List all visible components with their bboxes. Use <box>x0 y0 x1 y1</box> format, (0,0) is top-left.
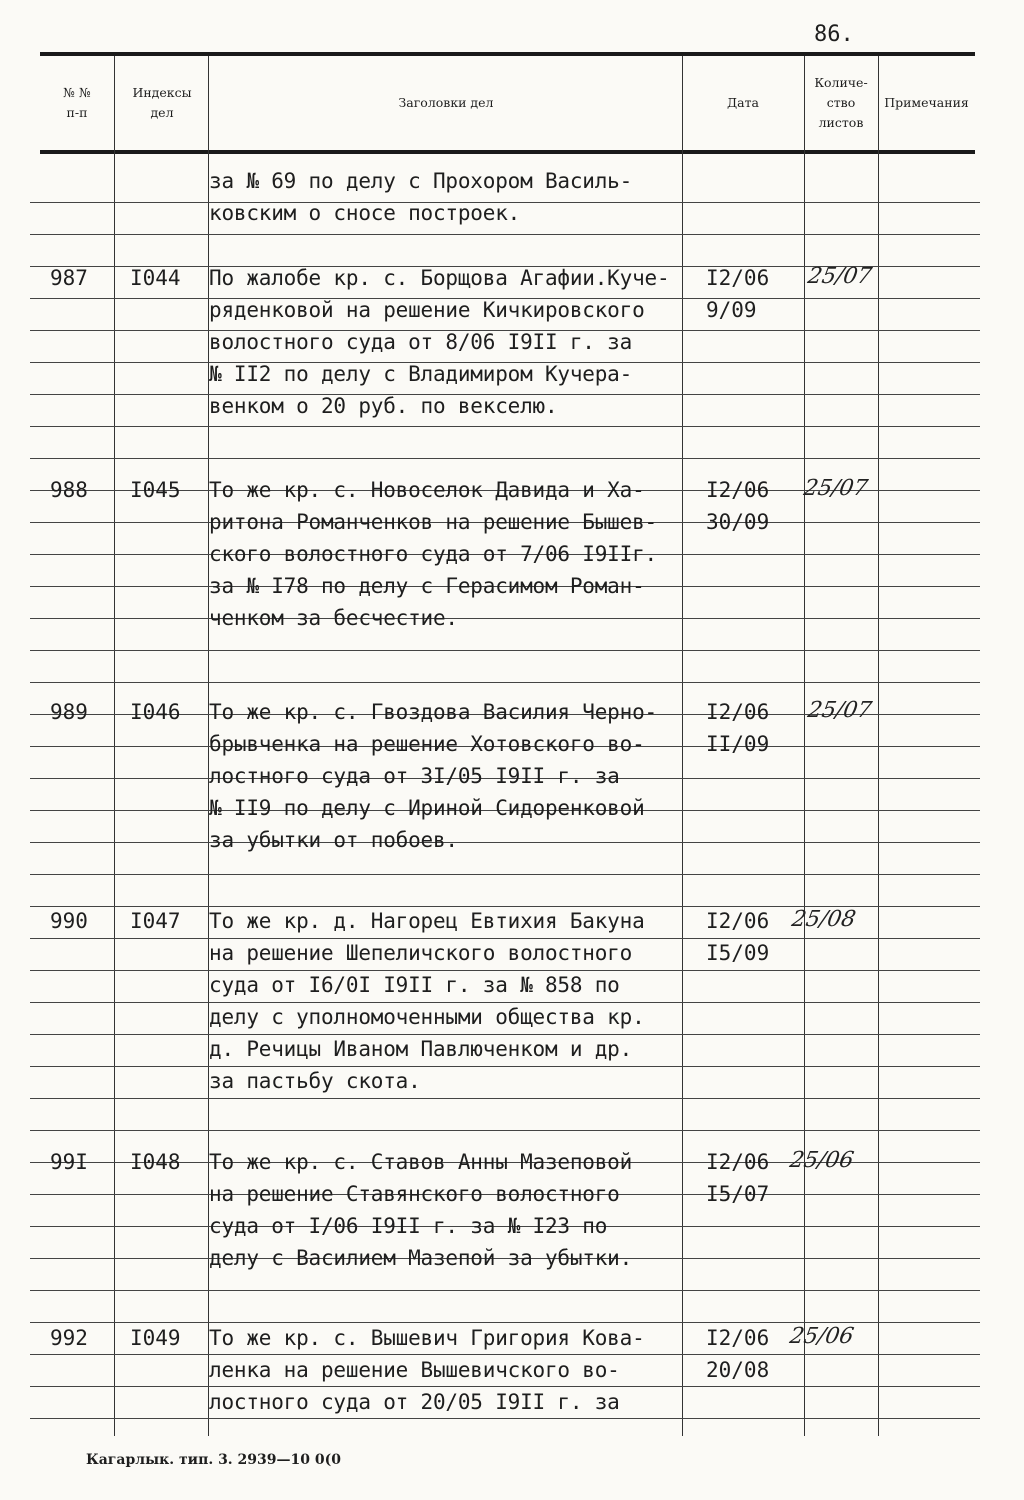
record-sheets-handwritten: 25/07 <box>801 476 870 501</box>
record-title-line: на решение Ставянского волостного <box>209 1182 620 1206</box>
record-date: 9/09 <box>706 298 757 322</box>
ruled-line <box>30 1290 980 1291</box>
ruled-line <box>30 1130 980 1131</box>
record-date: I2/06 <box>706 1150 770 1174</box>
record-title-line: за пастьбу скота. <box>209 1069 421 1093</box>
record-title-line: То же кр. с. Гвоздова Василия Черно- <box>209 700 657 724</box>
record-title-line: суда от I6/0I I9II г. за № 858 по <box>209 973 620 997</box>
page-number: 86. <box>814 22 854 47</box>
record-title-line: суда от I/06 I9II г. за № I23 по <box>209 1214 608 1238</box>
ruled-line <box>30 650 980 651</box>
record-sheets-handwritten: 25/07 <box>805 264 874 289</box>
table-header <box>40 52 975 154</box>
header-index: Индексы дел <box>132 85 192 120</box>
record-title-line: за № 69 по делу с Прохором Василь- <box>209 169 633 193</box>
record-date: I5/09 <box>706 941 770 965</box>
ruled-line <box>30 618 980 619</box>
record-title-line: лостного суда от 20/05 I9II г. за <box>209 1390 620 1414</box>
record-title-line: По жалобе кр. с. Борщова Агафии.Куче- <box>209 266 670 290</box>
record-date: I2/06 <box>706 909 770 933</box>
header-title: Заголовки дел <box>398 95 494 110</box>
record-index: I044 <box>130 266 181 290</box>
record-number: 990 <box>50 909 88 933</box>
record-title-line: ченком за бесчестие. <box>209 606 458 630</box>
ruled-line <box>30 842 980 843</box>
record-sheets-handwritten: 25/06 <box>787 1324 856 1349</box>
record-title-line: ритона Романченков на решение Бышев- <box>209 510 657 534</box>
record-number: 992 <box>50 1326 88 1350</box>
record-title-line: делу с Василием Мазепой за убытки. <box>209 1246 633 1270</box>
printer-imprint: Кагарлык. тип. 3. 2939—10 0(0 <box>86 1452 341 1468</box>
record-title-line: ского волостного суда от 7/06 I9IIг. <box>209 542 657 566</box>
ruled-line <box>30 458 980 459</box>
ruled-line <box>30 1098 980 1099</box>
record-index: I045 <box>130 478 181 502</box>
ruled-line <box>30 234 980 235</box>
ruled-line <box>30 426 980 427</box>
record-title-line: за убытки от побоев. <box>209 828 458 852</box>
record-title-line: ленка на решение Вышевичского во- <box>209 1358 620 1382</box>
record-date: I5/07 <box>706 1182 770 1206</box>
record-sheets-handwritten: 25/06 <box>787 1148 856 1173</box>
record-title-line: ряденковой на решение Кичкировского <box>209 298 645 322</box>
record-sheets-handwritten: 25/07 <box>805 698 874 723</box>
record-date: II/09 <box>706 732 770 756</box>
record-title-line: волостного суда от 8/06 I9II г. за <box>209 330 633 354</box>
record-number: 99I <box>50 1150 88 1174</box>
record-sheets-handwritten: 25/08 <box>789 907 858 932</box>
record-date: I2/06 <box>706 1326 770 1350</box>
record-title-line: д. Речицы Иваном Павлюченком и др. <box>209 1037 633 1061</box>
record-date: 30/09 <box>706 510 770 534</box>
record-number: 989 <box>50 700 88 724</box>
record-date: I2/06 <box>706 478 770 502</box>
record-title-line: № II9 по делу с Ириной Сидоренковой <box>209 796 645 820</box>
ruled-line <box>30 1418 980 1419</box>
record-title-line: брывченка на решение Хотовского во- <box>209 732 645 756</box>
record-title-line: делу с уполномоченными общества кр. <box>209 1005 645 1029</box>
record-title-line: на решение Шепеличского волостного <box>209 941 633 965</box>
header-number: № № п-п <box>63 85 91 120</box>
record-number: 988 <box>50 478 88 502</box>
record-title-line: венком о 20 руб. по векселю. <box>209 394 558 418</box>
record-index: I046 <box>130 700 181 724</box>
record-index: I047 <box>130 909 181 933</box>
header-date: Дата <box>727 95 759 110</box>
record-title-line: ковским о сносе построек. <box>209 201 521 225</box>
record-title-line: То же кр. с. Новоселок Давида и Ха- <box>209 478 645 502</box>
record-index: I048 <box>130 1150 181 1174</box>
record-date: I2/06 <box>706 700 770 724</box>
record-date: 20/08 <box>706 1358 770 1382</box>
header-notes: Примечания <box>884 95 969 110</box>
record-title-line: за № I78 по делу с Герасимом Роман- <box>209 574 645 598</box>
header-sheets: Количе- ство листов <box>814 75 868 130</box>
record-title-line: То же кр. с. Ставов Анны Мазеповой <box>209 1150 633 1174</box>
record-date: I2/06 <box>706 266 770 290</box>
ruled-line <box>30 1066 980 1067</box>
record-number: 987 <box>50 266 88 290</box>
record-title-line: лостного суда от 3I/05 I9II г. за <box>209 764 620 788</box>
ruled-line <box>30 682 980 683</box>
record-title-line: То же кр. с. Вышевич Григория Кова- <box>209 1326 645 1350</box>
record-index: I049 <box>130 1326 181 1350</box>
ruled-line <box>30 874 980 875</box>
record-title-line: № II2 по делу с Владимиром Кучера- <box>209 362 633 386</box>
record-title-line: То же кр. д. Нагорец Евтихия Бакуна <box>209 909 645 933</box>
